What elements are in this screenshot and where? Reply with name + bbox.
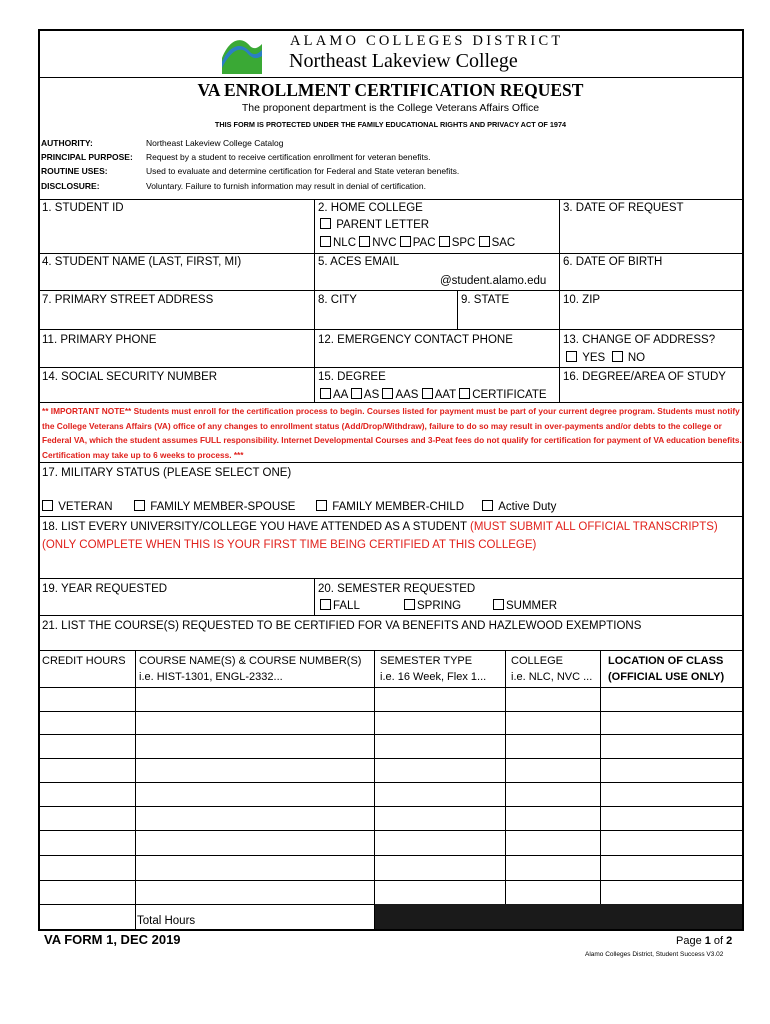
military-status-label: 17. MILITARY STATUS (PLEASE SELECT ONE): [42, 467, 292, 479]
year-requested-field[interactable]: 19. YEAR REQUESTED: [42, 583, 168, 595]
authority-key: AUTHORITY:: [41, 138, 93, 148]
routine-uses-value: Used to evaluate and determine certification for Federal and State veteran benefits.: [146, 166, 460, 176]
nlc-label: NLC: [333, 237, 357, 249]
aas-label: AAS: [395, 389, 419, 401]
total-hours-label: Total Hours: [137, 915, 196, 927]
no-checkbox[interactable]: [612, 351, 623, 362]
course-name-header: COURSE NAME(S) & COURSE NUMBER(S): [139, 655, 362, 667]
sac-checkbox[interactable]: [479, 236, 490, 247]
universities-label[interactable]: [42, 520, 718, 534]
disclosure-value: Voluntary. Failure to furnish information may result in denial of certification.: [146, 181, 427, 191]
purpose-value: Request by a student to receive certification enrollment for veteran benefits.: [146, 152, 431, 162]
nlc-checkbox[interactable]: [320, 236, 331, 247]
fall-checkbox[interactable]: [320, 599, 331, 610]
total-hours-shaded: [375, 904, 742, 929]
aas-checkbox[interactable]: [382, 388, 393, 399]
date-of-request-field[interactable]: 3. DATE OF REQUEST: [563, 202, 684, 214]
page-number: 1: [704, 935, 711, 947]
form-title: VA ENROLLMENT CERTIFICATION REQUEST: [197, 80, 584, 100]
aa-label: AA: [333, 389, 348, 401]
page-total: 2: [726, 935, 733, 947]
spouse-option[interactable]: [134, 500, 295, 514]
primary-phone-field[interactable]: 11. PRIMARY PHONE: [42, 334, 157, 346]
table-row[interactable]: [40, 712, 740, 734]
active-duty-option[interactable]: [482, 500, 556, 514]
aces-email-field[interactable]: 5. ACES EMAIL: [318, 256, 400, 268]
aat-checkbox[interactable]: [422, 388, 433, 399]
table-row[interactable]: [40, 831, 740, 854]
emergency-phone-field[interactable]: 12. EMERGENCY CONTACT PHONE: [318, 334, 513, 346]
authority-value: Northeast Lakeview College Catalog: [146, 138, 284, 148]
table-row[interactable]: [40, 688, 740, 710]
semester-type-header: SEMESTER TYPE: [380, 655, 473, 667]
yes-label: YES: [582, 352, 606, 364]
nvc-checkbox[interactable]: [359, 236, 370, 247]
veteran-label: VETERAN: [58, 501, 113, 513]
spc-label: SPC: [451, 237, 476, 249]
active-duty-label: Active Duty: [498, 501, 557, 513]
semester-type-example: i.e. 16 Week, Flex 1...: [380, 671, 487, 683]
district-name: ALAMO COLLEGES DISTRICT: [290, 33, 564, 49]
child-option[interactable]: [316, 500, 464, 514]
pac-checkbox[interactable]: [400, 236, 411, 247]
child-label: FAMILY MEMBER-CHILD: [332, 501, 465, 513]
form-id: VA FORM 1, DEC 2019: [44, 932, 181, 947]
fall-option[interactable]: [320, 599, 360, 613]
courses-label: 21. LIST THE COURSE(S) REQUESTED TO BE CERTIFIED FOR VA BENEFITS AND HAZLEWOOD EXEMPTIONS: [42, 620, 642, 632]
child-checkbox[interactable]: [316, 500, 327, 511]
page-of: of: [710, 935, 727, 947]
routine-uses-key: ROUTINE USES:: [41, 166, 108, 176]
certificate-checkbox[interactable]: [459, 388, 470, 399]
table-row[interactable]: [40, 759, 740, 781]
spring-checkbox[interactable]: [404, 599, 415, 610]
as-checkbox[interactable]: [351, 388, 362, 399]
pac-label: PAC: [412, 237, 436, 249]
summer-label: SUMMER: [506, 600, 558, 612]
change-address-label: 13. CHANGE OF ADDRESS?: [563, 334, 716, 346]
aat-label: AAT: [434, 389, 456, 401]
veteran-checkbox[interactable]: [42, 500, 53, 511]
table-row[interactable]: [40, 807, 740, 829]
parent-letter-label: PARENT LETTER: [336, 219, 430, 231]
degree-area-field[interactable]: 16. DEGREE/AREA OF STUDY: [563, 371, 726, 383]
disclosure-key: DISCLOSURE:: [41, 181, 100, 191]
parent-letter-option[interactable]: [320, 218, 429, 232]
important-note: ** IMPORTANT NOTE** Students must enroll for the certification process to begin. Courses listed for payment must be part of your current degree program. Students must notify the College Veterans Affairs (VA) office of any changes to enrollment status (Add/Drop/Withdraw), failure to do so may result in over-payments and/or debts to the college or Federal VA, which the student assumes FULL responsibility. Internet Developmental Courses and 3-Peat fees do not qualify for certification for payment of VA education benefits. Certification may take up to 6 weeks to process. ***: [42, 406, 742, 460]
sac-label: SAC: [491, 237, 516, 249]
as-label: AS: [363, 389, 380, 401]
yes-checkbox[interactable]: [566, 351, 577, 362]
semester-requested-label: 20. SEMESTER REQUESTED: [318, 583, 476, 595]
nvc-label: NVC: [372, 237, 397, 249]
change-address-options: [566, 351, 645, 365]
aa-checkbox[interactable]: [320, 388, 331, 399]
spc-checkbox[interactable]: [439, 236, 450, 247]
table-row[interactable]: [40, 881, 740, 903]
summer-checkbox[interactable]: [493, 599, 504, 610]
transcripts-note: (MUST SUBMIT ALL OFFICIAL TRANSCRIPTS): [470, 521, 718, 533]
summer-option[interactable]: [493, 599, 557, 613]
first-time-note: (ONLY COMPLETE WHEN THIS IS YOUR FIRST TIME BEING CERTIFIED AT THIS COLLEGE): [42, 539, 537, 551]
official-use-note: (OFFICIAL USE ONLY): [608, 671, 725, 683]
spring-label: SPRING: [417, 600, 462, 612]
credit-hours-header: CREDIT HOURS: [42, 655, 126, 667]
zip-field[interactable]: 10. ZIP: [563, 294, 601, 306]
spouse-checkbox[interactable]: [134, 500, 145, 511]
form-subtitle: The proponent department is the College Veterans Affairs Office: [241, 102, 540, 114]
spring-option[interactable]: [404, 599, 461, 613]
street-address-field[interactable]: 7. PRIMARY STREET ADDRESS: [42, 294, 214, 306]
total-hours-input[interactable]: [40, 905, 134, 928]
certificate-label: CERTIFICATE: [472, 389, 547, 401]
active-duty-checkbox[interactable]: [482, 500, 493, 511]
page-prefix: Page: [676, 935, 705, 947]
email-domain: @student.alamo.edu: [440, 275, 547, 287]
parent-letter-checkbox[interactable]: [320, 218, 331, 229]
city-field[interactable]: 8. CITY: [318, 294, 357, 306]
degree-options: [320, 388, 547, 402]
location-header: LOCATION OF CLASS: [608, 655, 724, 667]
state-field[interactable]: 9. STATE: [461, 294, 510, 306]
ssn-field[interactable]: 14. SOCIAL SECURITY NUMBER: [42, 371, 218, 383]
college-header: COLLEGE: [511, 655, 563, 667]
college-name: Northeast Lakeview College: [289, 50, 518, 72]
table-row[interactable]: [40, 735, 740, 757]
degree-label: 15. DEGREE: [318, 371, 386, 383]
date-of-birth-field[interactable]: 6. DATE OF BIRTH: [563, 256, 663, 268]
logo: [222, 32, 262, 74]
department-footer: Alamo Colleges District, Student Success V3.02: [585, 951, 724, 958]
purpose-key: PRINCIPAL PURPOSE:: [41, 152, 133, 162]
college-example: i.e. NLC, NVC ...: [511, 671, 593, 683]
ferpa-notice: THIS FORM IS PROTECTED UNDER THE FAMILY EDUCATIONAL RIGHTS AND PRIVACY ACT OF 1974: [214, 120, 567, 129]
college-options: [320, 236, 515, 250]
no-label: NO: [627, 352, 646, 364]
veteran-option[interactable]: [42, 500, 113, 514]
fall-label: FALL: [333, 600, 360, 612]
spouse-label: FAMILY MEMBER-SPOUSE: [150, 501, 296, 513]
page-indicator: [676, 935, 732, 947]
student-id-field[interactable]: 1. STUDENT ID: [42, 202, 124, 214]
table-row[interactable]: [40, 856, 740, 879]
student-name-field[interactable]: 4. STUDENT NAME (LAST, FIRST, MI): [42, 256, 242, 268]
table-row[interactable]: [40, 783, 740, 805]
universities-label-text: 18. LIST EVERY UNIVERSITY/COLLEGE YOU HAVE ATTENDED AS A STUDENT: [42, 521, 470, 533]
home-college-label: 2. HOME COLLEGE: [318, 202, 423, 214]
course-name-example: i.e. HIST-1301, ENGL-2332...: [139, 671, 283, 683]
